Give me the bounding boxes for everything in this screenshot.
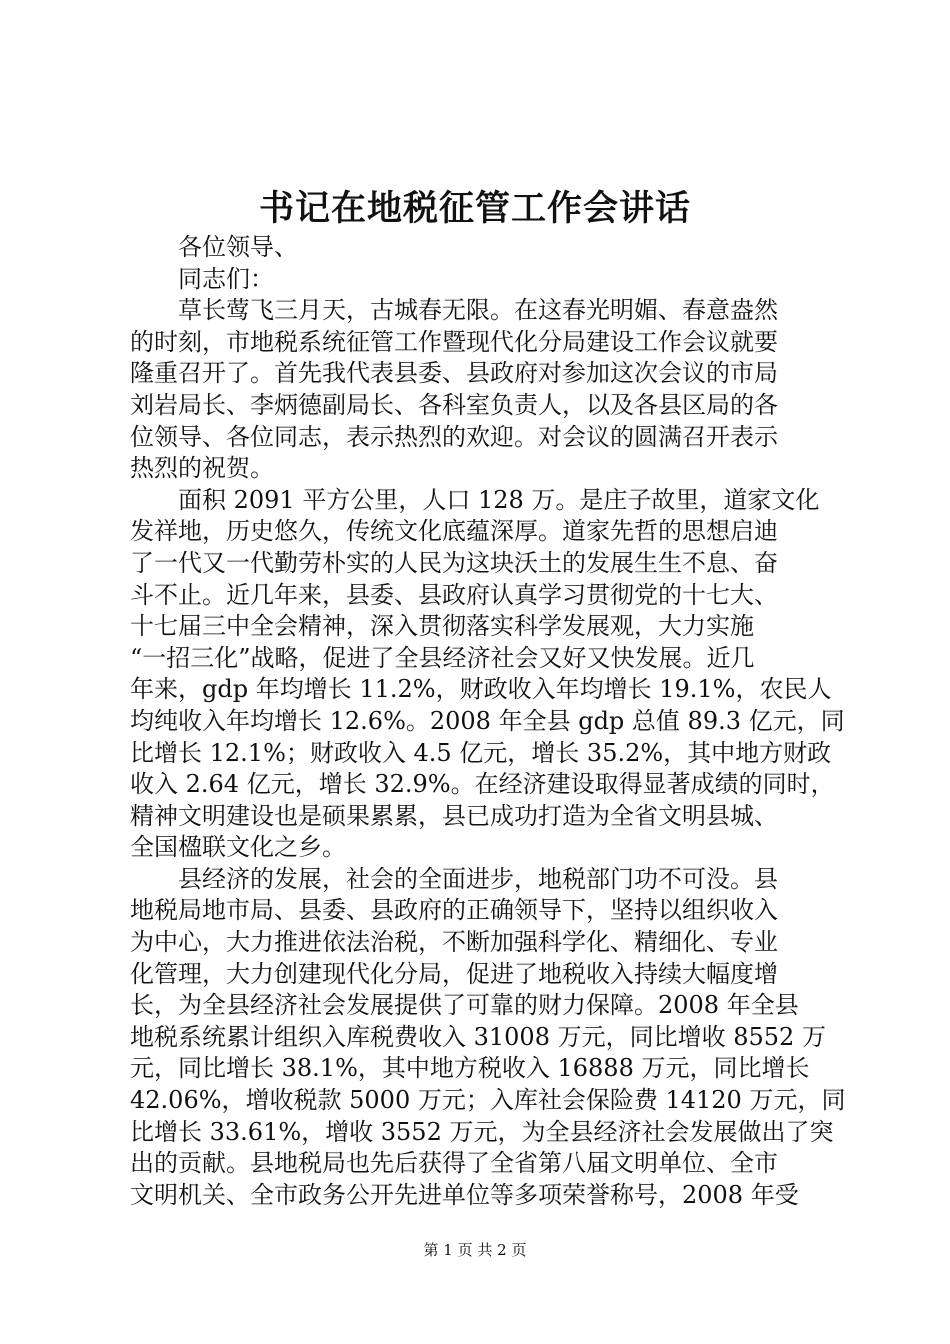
text-line: 十七届三中全会精神，深入贯彻落实科学发展观，大力实施 xyxy=(130,612,754,641)
text-line: 全国楹联文化之乡。 xyxy=(130,833,346,862)
paragraph-1 xyxy=(130,295,834,485)
text-line: 地税系统累计组织入库税费收入 31008 万元，同比增收 8552 万 xyxy=(130,1022,826,1051)
text-line: 长，为全县经济社会发展提供了可靠的财力保障。2008 年全县 xyxy=(130,991,799,1020)
text-line: 的时刻，市地税系统征管工作暨现代化分局建设工作会议就要 xyxy=(130,327,778,356)
paragraph-2 xyxy=(130,485,845,864)
text-line: 均纯收入年均增长 12.6%。2008 年全县 gdp 总值 89.3 亿元，同 xyxy=(130,706,845,735)
text-line: 化管理，大力创建现代化分局，促进了地税收入持续大幅度增 xyxy=(130,959,778,988)
text-line: 为中心，大力推进依法治税，不断加强科学化、精细化、专业 xyxy=(130,928,778,957)
text-line: 隆重召开了。首先我代表县委、县政府对参加这次会议的市局 xyxy=(130,359,778,388)
text-line: 地税局地市局、县委、县政府的正确领导下，坚持以组织收入 xyxy=(130,896,778,925)
text-line: 收入 2.64 亿元，增长 32.9%。在经济建设取得显著成绩的同时， xyxy=(130,770,835,799)
text-line: 斗不止。近几年来，县委、县政府认真学习贯彻党的十七大、 xyxy=(130,580,778,609)
document-body xyxy=(130,232,846,1211)
salutation-line: 各位领导、 xyxy=(178,233,298,261)
text-line: 文明机关、全市政务公开先进单位等多项荣誉称号，2008 年受 xyxy=(130,1180,799,1209)
page-number-footer: 第 1 页 共 2 页 xyxy=(423,1241,527,1259)
text-line: 面积 2091 平方公里，人口 128 万。是庄子故里，道家文化 xyxy=(178,485,820,514)
salutation-line: 同志们： xyxy=(178,264,274,293)
text-line: 42.06%，增收税款 5000 万元；入库社会保险费 14120 万元，同 xyxy=(130,1086,846,1115)
text-line: 草长莺飞三月天，古城春无限。在这春光明媚、春意盎然 xyxy=(178,296,778,325)
text-line: 比增长 12.1%；财政收入 4.5 亿元，增长 35.2%，其中地方财政 xyxy=(130,738,832,767)
text-line: 比增长 33.61%，增收 3552 万元，为全县经济社会发展做出了突 xyxy=(130,1117,834,1146)
text-line: 县经济的发展，社会的全面进步，地税部门功不可没。县 xyxy=(178,864,778,893)
text-line: 位领导、各位同志，表示热烈的欢迎。对会议的圆满召开表示 xyxy=(130,422,778,451)
text-line: 了一代又一代勤劳朴实的人民为这块沃土的发展生生不息、奋 xyxy=(130,548,778,577)
text-line: 刘岩局长、李炳德副局长、各科室负责人，以及各县区局的各 xyxy=(130,390,778,419)
text-line: 精神文明建设也是硕果累累，县已成功打造为全省文明县城、 xyxy=(130,801,778,830)
document-title: 书记在地税征管工作会讲话 xyxy=(258,188,691,229)
text-line: 发祥地，历史悠久，传统文化底蕴深厚。道家先哲的思想启迪 xyxy=(130,517,778,546)
paragraph-3 xyxy=(130,864,846,1212)
text-line: 热烈的祝贺。 xyxy=(130,454,274,483)
text-line: “一招三化”战略，促进了全县经济社会又好又快发展。近几 xyxy=(130,643,755,672)
text-line: 元，同比增长 38.1%，其中地方税收入 16888 万元，同比增长 xyxy=(130,1054,810,1083)
text-line: 年来，gdp 年均增长 11.2%，财政收入年均增长 19.1%，农民人 xyxy=(130,675,832,704)
text-line: 出的贡献。县地税局也先后获得了全省第八届文明单位、全市 xyxy=(130,1149,778,1178)
